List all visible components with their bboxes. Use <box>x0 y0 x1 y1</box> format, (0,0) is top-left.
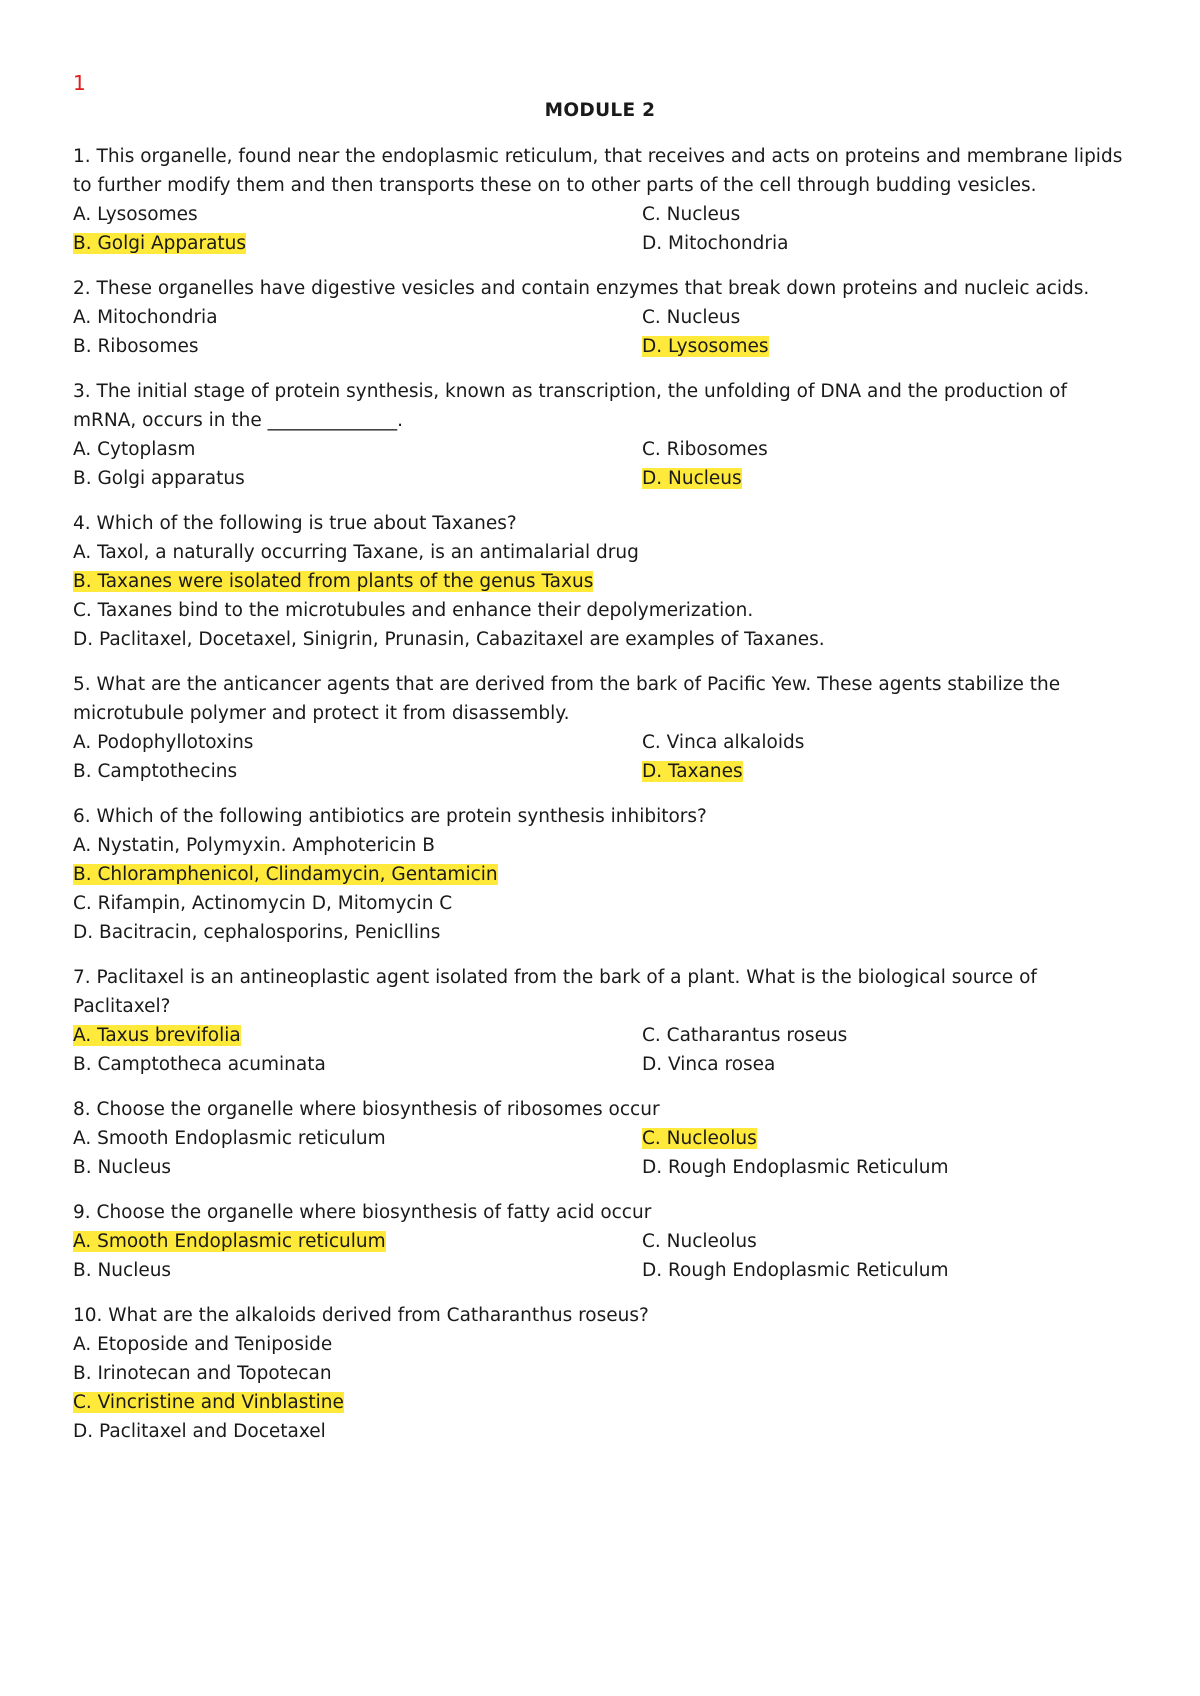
page-title: MODULE 2 <box>544 100 656 121</box>
question-text: 7. Paclitaxel is an antineoplastic agent isolated from the bark of a plant. What is the biological source of Paclitaxel? <box>73 967 1037 1017</box>
answer-text: C. Nucleus <box>642 204 741 225</box>
answer-option <box>642 757 1133 786</box>
answer-option <box>73 1256 642 1285</box>
answer-text: B. Nucleus <box>73 1260 172 1281</box>
answer-text: A. Cytoplasm <box>73 439 196 460</box>
highlighted-answer: D. Taxanes <box>642 761 743 782</box>
answer-option <box>73 435 642 464</box>
answer-text: B. Irinotecan and Topotecan <box>73 1363 332 1384</box>
question-list <box>73 142 1133 1462</box>
question-text: 2. These organelles have digestive vesicles and contain enzymes that break down proteins and nucleic acids. <box>73 278 1090 299</box>
question-block <box>73 509 1133 654</box>
answer-option <box>642 200 1133 229</box>
answer-options <box>73 728 1133 786</box>
answer-text: C. Rifampin, Actinomycin D, Mitomycin C <box>73 893 453 914</box>
answer-option <box>73 229 642 258</box>
page-number: 1 <box>73 71 86 95</box>
answer-options <box>73 1124 1133 1182</box>
answer-option <box>642 1124 1133 1153</box>
answer-option <box>642 464 1133 493</box>
answer-option <box>642 303 1133 332</box>
highlighted-answer: C. Vincristine and Vinblastine <box>73 1392 344 1413</box>
question-block <box>73 274 1133 361</box>
answer-options <box>73 538 1133 654</box>
answer-options <box>73 1330 1133 1446</box>
highlighted-answer: B. Chloramphenicol, Clindamycin, Gentamicin <box>73 864 498 885</box>
answer-option <box>73 464 642 493</box>
question-block <box>73 142 1133 258</box>
answer-option <box>73 538 1133 567</box>
answer-text: D. Bacitracin, cephalosporins, Penicllins <box>73 922 441 943</box>
highlighted-answer: B. Golgi Apparatus <box>73 233 247 254</box>
answer-option <box>73 1050 642 1079</box>
answer-text: C. Ribosomes <box>642 439 768 460</box>
answer-text: D. Rough Endoplasmic Reticulum <box>642 1260 949 1281</box>
answer-option <box>73 1388 1133 1417</box>
answer-text: A. Lysosomes <box>73 204 198 225</box>
answer-text: A. Etoposide and Teniposide <box>73 1334 333 1355</box>
question-text: 8. Choose the organelle where biosynthesis of ribosomes occur <box>73 1099 660 1120</box>
highlighted-answer: A. Smooth Endoplasmic reticulum <box>73 1231 386 1252</box>
answer-option <box>642 229 1133 258</box>
answer-text: D. Paclitaxel and Docetaxel <box>73 1421 326 1442</box>
question-text: 9. Choose the organelle where biosynthesis of fatty acid occur <box>73 1202 652 1223</box>
answer-option <box>73 1227 642 1256</box>
answer-option <box>642 1021 1133 1050</box>
answer-text: A. Podophyllotoxins <box>73 732 254 753</box>
answer-option <box>73 1417 1133 1446</box>
answer-option <box>73 1330 1133 1359</box>
answer-text: B. Ribosomes <box>73 336 199 357</box>
answer-option <box>73 625 1133 654</box>
answer-option <box>642 435 1133 464</box>
question-text: 1. This organelle, found near the endoplasmic reticulum, that receives and acts on proteins and membrane lipids to further modify them and then transports these on to other parts of the cell through budding vesicles. <box>73 146 1123 196</box>
answer-option <box>642 332 1133 361</box>
question-block <box>73 963 1133 1079</box>
answer-text: D. Mitochondria <box>642 233 789 254</box>
answer-options <box>73 303 1133 361</box>
answer-option <box>73 1124 642 1153</box>
answer-option <box>73 860 1133 889</box>
answer-text: B. Golgi apparatus <box>73 468 245 489</box>
answer-option <box>642 728 1133 757</box>
question-block <box>73 1095 1133 1182</box>
answer-text: A. Mitochondria <box>73 307 218 328</box>
answer-option <box>73 1021 642 1050</box>
question-block <box>73 1198 1133 1285</box>
question-text: 6. Which of the following antibiotics are protein synthesis inhibitors? <box>73 806 707 827</box>
answer-option <box>73 889 1133 918</box>
highlighted-answer: D. Nucleus <box>642 468 742 489</box>
answer-options <box>73 1021 1133 1079</box>
highlighted-answer: A. Taxus brevifolia <box>73 1025 241 1046</box>
answer-text: B. Camptotheca acuminata <box>73 1054 326 1075</box>
question-text: 3. The initial stage of protein synthesis, known as transcription, the unfolding of DNA and the production of mRNA, occurs in the ______________. <box>73 381 1067 431</box>
answer-options <box>73 831 1133 947</box>
answer-option <box>73 332 642 361</box>
answer-text: D. Paclitaxel, Docetaxel, Sinigrin, Prunasin, Cabazitaxel are examples of Taxanes. <box>73 629 825 650</box>
question-block <box>73 1301 1133 1446</box>
question-text: 4. Which of the following is true about Taxanes? <box>73 513 517 534</box>
answer-text: D. Rough Endoplasmic Reticulum <box>642 1157 949 1178</box>
answer-option <box>73 757 642 786</box>
answer-text: A. Nystatin, Polymyxin. Amphotericin B <box>73 835 435 856</box>
answer-text: B. Camptothecins <box>73 761 238 782</box>
question-block <box>73 670 1133 786</box>
answer-option <box>73 567 1133 596</box>
answer-option <box>642 1050 1133 1079</box>
answer-option <box>642 1153 1133 1182</box>
question-block <box>73 802 1133 947</box>
answer-option <box>73 1359 1133 1388</box>
answer-option <box>642 1227 1133 1256</box>
answer-option <box>73 831 1133 860</box>
answer-option <box>73 728 642 757</box>
answer-text: C. Taxanes bind to the microtubules and enhance their depolymerization. <box>73 600 754 621</box>
answer-text: C. Catharantus roseus <box>642 1025 848 1046</box>
answer-options <box>73 435 1133 493</box>
answer-text: A. Taxol, a naturally occurring Taxane, is an antimalarial drug <box>73 542 639 563</box>
answer-options <box>73 1227 1133 1285</box>
answer-text: A. Smooth Endoplasmic reticulum <box>73 1128 386 1149</box>
answer-option <box>73 596 1133 625</box>
question-block <box>73 377 1133 493</box>
highlighted-answer: C. Nucleolus <box>642 1128 757 1149</box>
answer-option <box>73 918 1133 947</box>
answer-text: C. Vinca alkaloids <box>642 732 805 753</box>
answer-text: B. Nucleus <box>73 1157 172 1178</box>
answer-option <box>73 303 642 332</box>
highlighted-answer: D. Lysosomes <box>642 336 769 357</box>
answer-text: D. Vinca rosea <box>642 1054 776 1075</box>
answer-text: C. Nucleolus <box>642 1231 757 1252</box>
question-text: 10. What are the alkaloids derived from Catharanthus roseus? <box>73 1305 649 1326</box>
answer-option <box>642 1256 1133 1285</box>
answer-text: C. Nucleus <box>642 307 741 328</box>
question-text: 5. What are the anticancer agents that are derived from the bark of Pacific Yew. These agents stabilize the microtubule polymer and protect it from disassembly. <box>73 674 1061 724</box>
highlighted-answer: B. Taxanes were isolated from plants of the genus Taxus <box>73 571 594 592</box>
answer-options <box>73 200 1133 258</box>
answer-option <box>73 1153 642 1182</box>
answer-option <box>73 200 642 229</box>
